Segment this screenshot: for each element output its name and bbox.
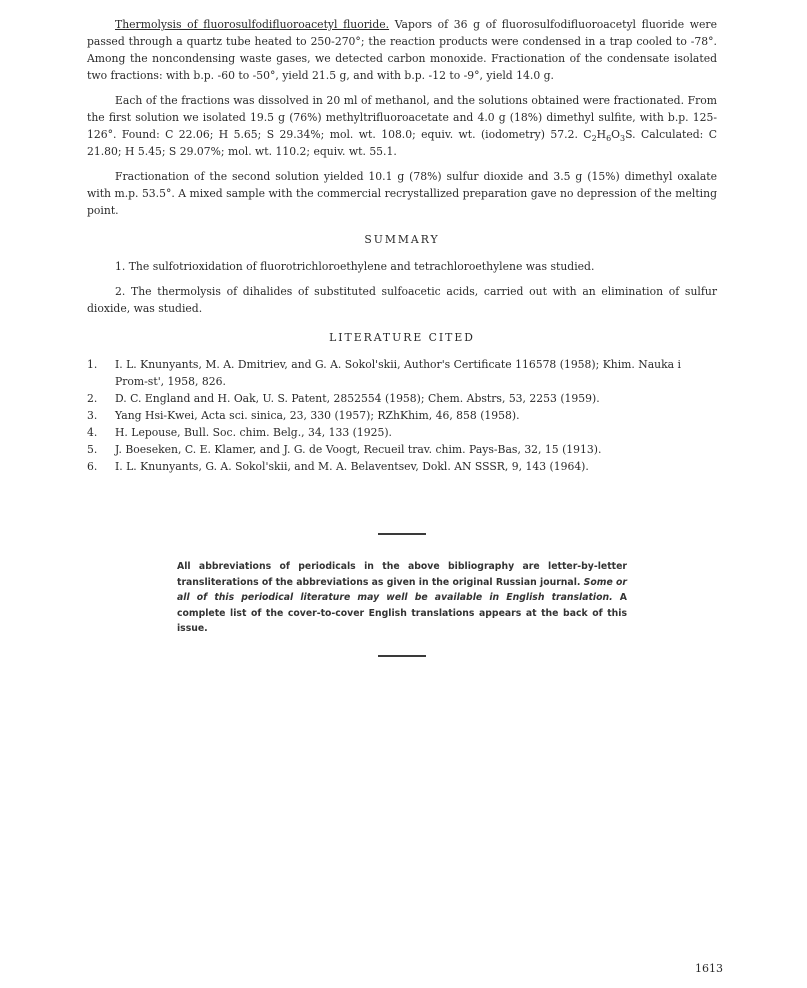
reference-item	[87, 407, 717, 424]
reference-number: 6.	[87, 460, 98, 473]
formula-element: O	[611, 128, 621, 141]
reference-number: 4.	[87, 426, 98, 439]
formula-element: S	[625, 128, 633, 141]
formula-subscript: 3	[620, 134, 626, 144]
literature-heading: LITERATURE CITED	[329, 331, 475, 344]
translation-note	[177, 559, 627, 637]
formula-element: C	[583, 128, 592, 141]
paragraph-thermolysis	[87, 16, 717, 84]
reference-text: H. Lepouse, Bull. Soc. chim. Belg., 34, 133 (1925).	[115, 426, 392, 439]
reference-number: 1.	[87, 358, 98, 371]
formula-subscript: 6	[606, 134, 612, 144]
reference-text: Yang Hsi-Kwei, Acta sci. sinica, 23, 330 (1957); RZhKhim, 46, 858 (1958).	[115, 409, 520, 422]
reference-text: D. C. England and H. Oak, U. S. Patent, 2852554 (1958); Chem. Abstrs, 53, 2253 (1959).	[115, 392, 600, 405]
summary-item-1: 1. The sulfotrioxidation of fluorotrichloroethylene and tetrachloroethylene was studied.	[115, 260, 595, 273]
summary-item-2: 2. The thermolysis of dihalides of substituted sulfoacetic acids, carried out with an elimination of sulfur dioxide, was studied.	[87, 285, 717, 315]
reference-item	[87, 356, 717, 390]
reference-number: 3.	[87, 409, 98, 422]
divider-rule-bottom	[378, 655, 426, 657]
reference-number: 5.	[87, 443, 98, 456]
formula-element: H	[596, 128, 607, 141]
note-italic-text: Some or all of this periodical literature may well be available in English translation.	[177, 576, 627, 603]
reference-item	[87, 424, 717, 441]
paragraph-text: Each of the fractions was dissolved in 20 ml of methanol, and the solutions obtained were fractionated. From the first solution we isolated 19.5 g (76%) methyltrifluoroacetate and 4.0 g (18%) dimethyl sulfite, with b.p. 125-126°. Found: C 22.06; H 5.65; S 29.34%; mol. wt. 108.0; equiv. wt. (iodometry) 57.2.	[87, 94, 717, 141]
reference-number: 2.	[87, 392, 98, 405]
page-number: 1613	[695, 962, 723, 975]
paragraph-text: Vapors of 36 g of fluorosulfodifluoroacetyl fluoride were passed through a quartz tube heated to 250-270°; the reaction products were condensed in a trap cooled to -78°. Among the noncondensing waste gases, we detected carbon monoxide. Fractionation of the condensate isolated two fractions: with b.p. -60 to -50°, yield 21.5 g, and with b.p. -12 to -9°, yield 14.0 g.	[87, 18, 717, 82]
reference-list	[87, 356, 717, 475]
reference-text: I. L. Knunyants, G. A. Sokol'skii, and M. A. Belaventsev, Dokl. AN SSSR, 9, 143 (1964).	[115, 460, 589, 473]
note-text: All abbreviations of periodicals in the above bibliography are letter-by-letter transliterations of the abbreviations as given in the original Russian journal.	[177, 561, 627, 588]
chemical-formula	[583, 128, 633, 144]
paragraph-second-solution: Fractionation of the second solution yielded 10.1 g (78%) sulfur dioxide and 3.5 g (15%) dimethyl oxalate with m.p. 53.5°. A mixed sample with the commercial recrystallized preparation gave no depression of the melting point.	[87, 170, 717, 217]
summary-heading: SUMMARY	[364, 233, 440, 246]
reference-item	[87, 390, 717, 407]
reference-item	[87, 458, 717, 475]
note-text: A complete list of the cover-to-cover English translations appears at the back of this issue.	[177, 592, 628, 634]
reference-item	[87, 441, 717, 458]
reference-text: I. L. Knunyants, M. A. Dmitriev, and G. A. Sokol'skii, Author's Certificate 116578 (1958); Khim. Nauka i Prom-st', 1958, 826.	[115, 358, 681, 388]
formula-subscript: 2	[591, 134, 597, 144]
paragraph-text: . Calculated: C 21.80; H 5.45; S 29.07%; mol. wt. 110.2; equiv. wt. 55.1.	[87, 128, 717, 158]
reference-text: J. Boeseken, C. E. Klamer, and J. G. de Voogt, Recueil trav. chim. Pays-Bas, 32, 15 (1913).	[115, 443, 602, 456]
section-title: Thermolysis of fluorosulfodifluoroacetyl fluoride.	[115, 18, 390, 31]
document-page	[87, 16, 717, 657]
paragraph-fractions	[87, 92, 717, 160]
